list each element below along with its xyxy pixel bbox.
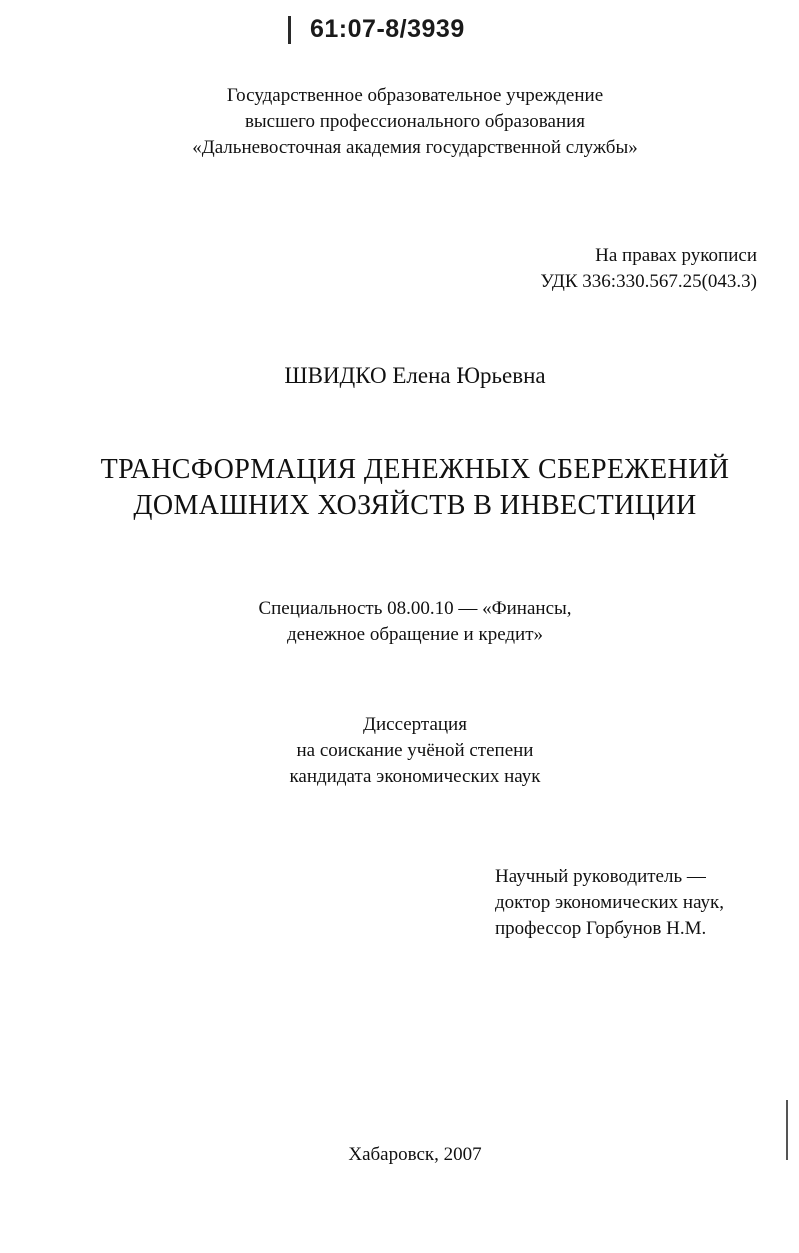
supervisor-line-1: Научный руководитель — xyxy=(495,866,706,887)
supervisor-line-2: доктор экономических наук, xyxy=(495,892,725,913)
manuscript-rights: На правах рукописи xyxy=(595,245,757,266)
specialty-line-1: Специальность 08.00.10 — «Финансы, xyxy=(258,598,572,619)
specialty-line-2: денежное обращение и кредит» xyxy=(286,624,544,645)
scan-edge-mark xyxy=(786,1100,788,1160)
degree-line-1: Диссертация xyxy=(363,714,467,735)
author-name: ШВИДКО Елена Юрьевна xyxy=(284,363,546,388)
supervisor-line-3: профессор Горбунов Н.М. xyxy=(495,918,707,939)
supervisor-block xyxy=(495,864,724,942)
institution-header xyxy=(0,83,799,161)
dissertation-title xyxy=(0,452,799,524)
institution-line-3: «Дальневосточная академия государственной службы» xyxy=(192,137,638,158)
institution-line-2: высшего профессионального образования xyxy=(244,111,586,132)
title-line-1: ТРАНСФОРМАЦИЯ ДЕНЕЖНЫХ СБЕРЕЖЕНИЙ xyxy=(100,454,730,485)
title-line-2: ДОМАШНИХ ХОЗЯЙСТВ В ИНВЕСТИЦИИ xyxy=(133,490,697,521)
udc-code: УДК 336:330.567.25(043.3) xyxy=(540,271,757,292)
institution-line-1: Государственное образовательное учреждение xyxy=(226,85,604,106)
degree-block xyxy=(0,712,799,790)
scan-artifact-mark xyxy=(288,16,291,44)
specialty-block xyxy=(0,596,799,648)
degree-line-3: кандидата экономических наук xyxy=(289,766,541,787)
degree-line-2: на соискание учёной степени xyxy=(296,740,534,761)
catalog-number: 61:07-8/3939 xyxy=(310,15,465,43)
city-year: Хабаровск, 2007 xyxy=(348,1144,482,1165)
manuscript-rights-block xyxy=(540,243,757,295)
